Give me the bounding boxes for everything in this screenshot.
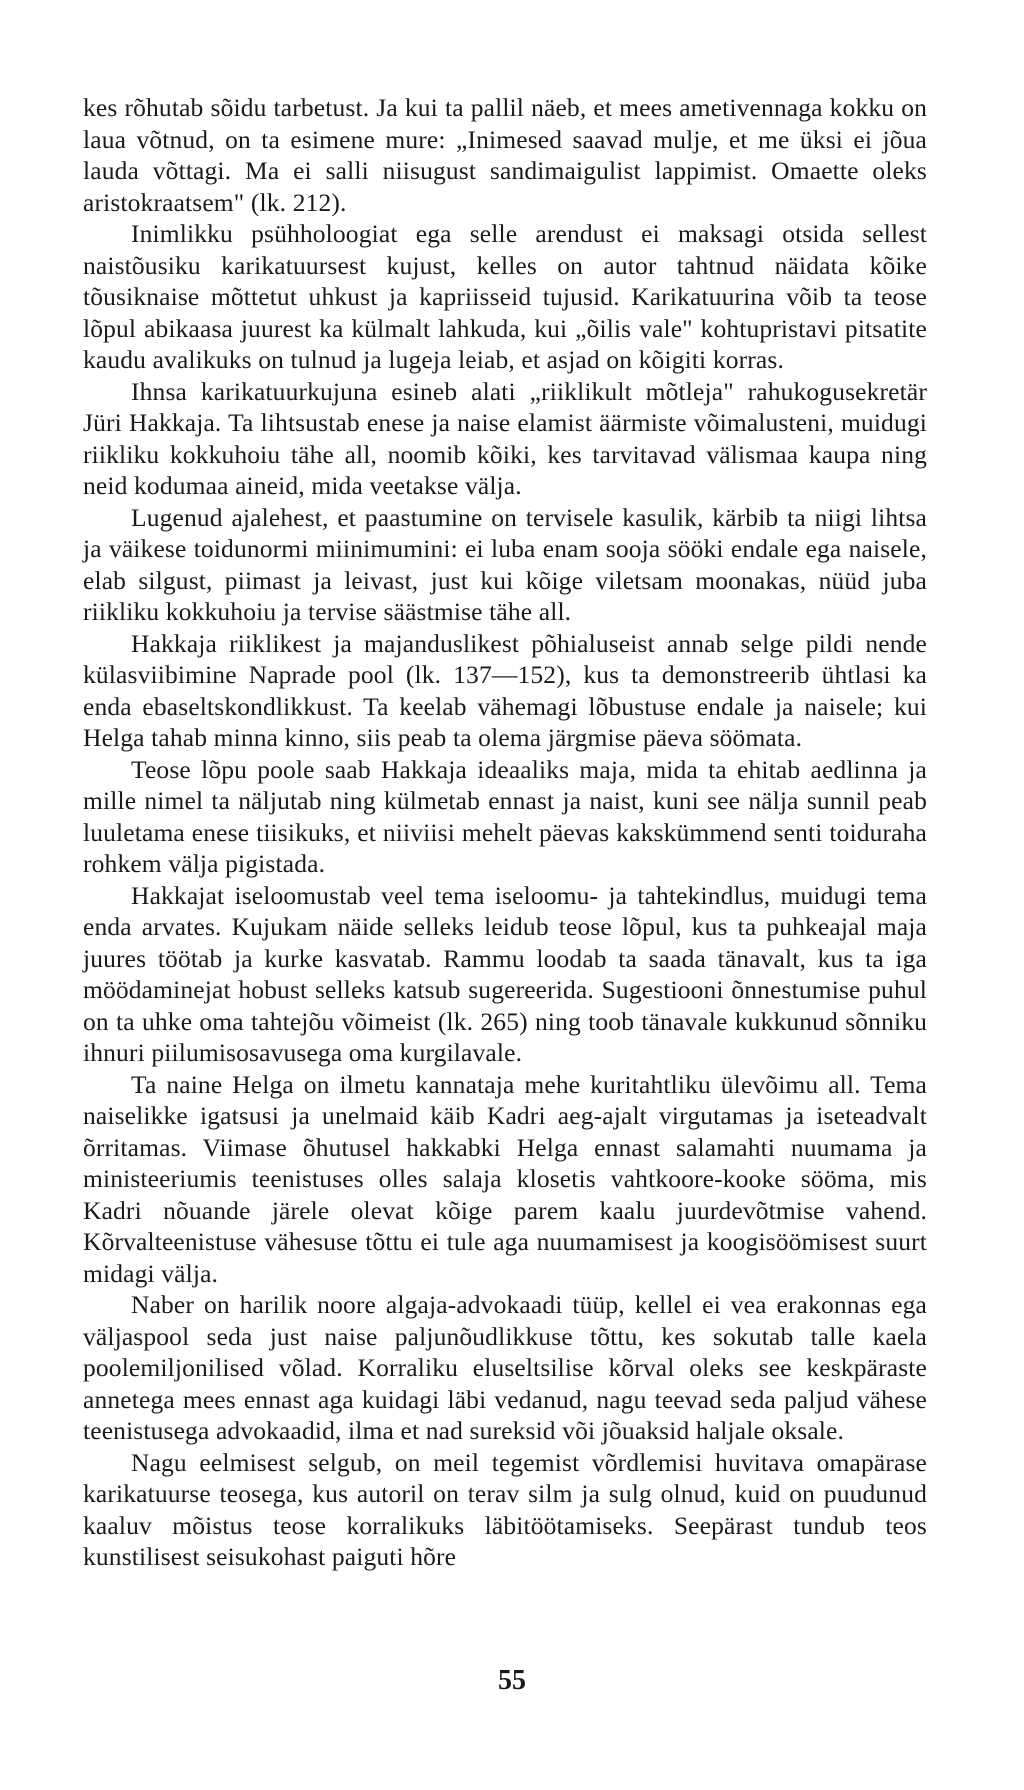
paragraph-9: Naber on harilik noore algaja-advokaadi tüüp, kellel ei vea erakonnas ega väljaspool seda just naise paljunõudlikkuse tõttu, kes sokutab talle kaela poolemiljonilised võlad. Korraliku eluseltsilise kõrval oleks see keskpäraste annetega mees ennast aga kuidagi läbi vedanud, nagu teevad seda paljud vähese teenistusega advokaadid, ilma et nad sureksid või jõuaksid haljale oksale. [83, 1290, 927, 1445]
paragraph-6: Teose lõpu poole saab Hakkaja ideaaliks maja, mida ta ehitab aedlinna ja mille nimel ta näljutab ning külmetab ennast ja naist, kuni see nälja sunnil peab luuletama enese tiisikuks, et niiviisi mehelt päevas kakskümmend senti toiduraha rohkem välja pigistada. [83, 754, 927, 878]
paragraph-8: Ta naine Helga on ilmetu kannataja mehe kuritahtliku ülevõimu all. Tema naiselikke igatsusi ja unelmaid käib Kadri aeg-ajalt virgutamas ja iseteadvalt õrritamas. Viimase õhutusel hakkabki Helga ennast salamahti nuumama ja ministeeriumis teenistuses olles salaja klosetis vahtkoore-kooke sööma, mis Kadri nõuande järele olevat kõige parem kaalu juurdevõtmise vahend. Kõrvalteenistuse vähesuse tõttu ei tule aga nuumamisest ja koogisöömisest suurt midagi välja. [83, 1069, 927, 1288]
paragraph-7: Hakkajat iseloomustab veel tema iseloomu- ja tahtekindlus, muidugi tema enda arvates. Kujukam näide selleks leidub teose lõpul, kus ta puhkeajal maja juures töötab ja kurke kasvatab. Rammu loodab ta saada tänavalt, kus ta iga möödaminejat hobust selleks katsub sugereerida. Sugestiooni õnnestumise puhul on ta uhke oma tahtejõu võimeist (lk. 265) ning toob tänavale kukkunud sõnniku ihnuri piilumisosavusega oma kurgilavale. [83, 880, 927, 1067]
page-number: 55 [498, 1665, 526, 1696]
paragraph-1: kes rõhutab sõidu tarbetust. Ja kui ta pallil näeb, et mees ametivennaga kokku on laua võtnud, on ta esimene mure: „Inimesed saavad mulje, et me üksi ei jõua lauda võttagi. Ma ei salli niisugust sandimaigulist lappimist. Omaette oleks aristokraatsem" (lk. 212). [83, 93, 927, 217]
paragraph-2: Inimlikku psühholoogiat ega selle arendust ei maksagi otsida sellest naistõusiku karikatuursest kujust, kelles on autor tahtnud näidata kõike tõusiknaise mõttetut uhkust ja kapriisseid tujusid. Karikatuurina võib ta teose lõpul abikaasa juurest ka külmalt lahkuda, kui „õilis vale" kohtupristavi pitsatite kaudu avalikuks on tulnud ja lugeja leiab, et asjad on kõigiti korras. [83, 219, 927, 374]
paragraph-10: Nagu eelmisest selgub, on meil tegemist võrdlemisi huvitava omapärase karikatuurse teosega, kus autoril on terav silm ja sulg olnud, kuid on puudunud kaaluv mõistus teose korralikuks läbitöötamiseks. Seepärast tundub teos kunstilisest seisukohast paiguti hõre [83, 1447, 927, 1571]
body-text [83, 92, 927, 1573]
paragraph-4: Lugenud ajalehest, et paastumine on tervisele kasulik, kärbib ta niigi lihtsa ja väikese toidunormi miinimumini: ei luba enam sooja sööki endale ega naisele, elab silgust, piimast ja leivast, just kui kõige viletsam moonakas, nüüd juba riikliku kokkuhoiu ja tervise säästmise tähe all. [83, 502, 927, 626]
paragraph-3: Ihnsa karikatuurkujuna esineb alati „riiklikult mõtleja" rahukogusekretär Jüri Hakkaja. Ta lihtsustab enese ja naise elamist äärmiste võimalusteni, muidugi riikliku kokkuhoiu tähe all, noomib kõiki, kes tarvitavad välismaa kaupa ning neid kodumaa aineid, mida veetakse välja. [83, 376, 927, 500]
paragraph-5: Hakkaja riiklikest ja majanduslikest põhialuseist annab selge pildi nende külasviibimine Naprade pool (lk. 137—152), kus ta demonstreerib ühtlasi ka enda ebaseltskondlikkust. Ta keelab vähemagi lõbustuse endale ja naisele; kui Helga tahab minna kinno, siis peab ta olema järgmise päeva söömata. [83, 628, 927, 752]
